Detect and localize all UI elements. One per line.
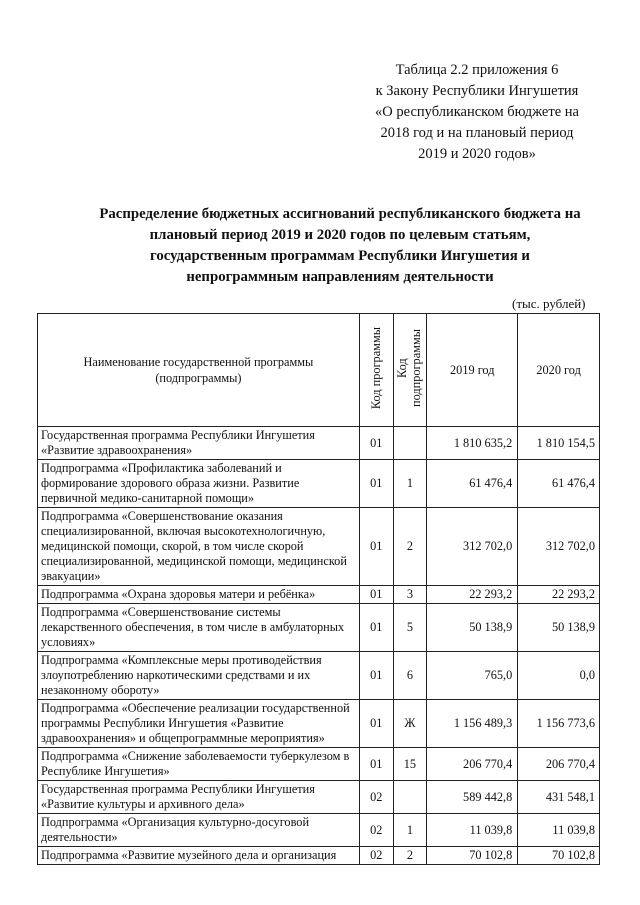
row-value-2020: 206 770,4 — [518, 748, 600, 781]
row-value-2020: 1 156 773,6 — [518, 700, 600, 748]
row-program-code: 01 — [359, 427, 393, 460]
table-row — [38, 847, 600, 865]
table-row — [38, 652, 600, 700]
row-name: Подпрограмма «Обеспечение реализации государственной программы Республики Ингушетия «Развитие здравоохранения» и общепрограммные мероприятия» — [38, 700, 360, 748]
row-program-code: 01 — [359, 508, 393, 586]
row-value-2020: 431 548,1 — [518, 781, 600, 814]
title-line: плановый период 2019 и 2020 годов по целевым статьям, — [149, 227, 531, 243]
row-subprogram-code: Ж — [393, 700, 427, 748]
row-value-2019: 312 702,0 — [427, 508, 518, 586]
header-subprogram-code — [393, 314, 427, 427]
row-subprogram-code: 5 — [393, 604, 427, 652]
row-value-2019: 589 442,8 — [427, 781, 518, 814]
row-value-2019: 50 138,9 — [427, 604, 518, 652]
row-name: Подпрограмма «Совершенствование системы лекарственного обеспечения, в том числе в амбулаторных условиях» — [38, 604, 360, 652]
budget-table — [37, 313, 600, 865]
row-value-2020: 11 039,8 — [518, 814, 600, 847]
row-subprogram-code — [393, 781, 427, 814]
row-name: Государственная программа Республики Ингушетия «Развитие культуры и архивного дела» — [38, 781, 360, 814]
row-program-code: 01 — [359, 460, 393, 508]
appendix-line: к Закону Республики Ингушетия — [375, 83, 579, 99]
row-program-code: 01 — [359, 586, 393, 604]
row-subprogram-code: 15 — [393, 748, 427, 781]
table-row — [38, 814, 600, 847]
table-row — [38, 508, 600, 586]
title-line: Распределение бюджетных ассигнований республиканского бюджета на — [99, 206, 581, 222]
row-value-2019: 61 476,4 — [427, 460, 518, 508]
row-name: Подпрограмма «Охрана здоровья матери и ребёнка» — [38, 586, 360, 604]
row-program-code: 02 — [359, 781, 393, 814]
row-value-2019: 22 293,2 — [427, 586, 518, 604]
row-value-2020: 22 293,2 — [518, 586, 600, 604]
row-program-code: 02 — [359, 814, 393, 847]
row-subprogram-code: 2 — [393, 847, 427, 865]
row-name: Подпрограмма «Комплексные меры противодействия злоупотреблению наркотическими средствами и их незаконному обороту» — [38, 652, 360, 700]
row-name: Подпрограмма «Совершенствование оказания специализированной, включая высокотехнологичную, медицинской помощи, скорой, в том числе скорой специализированной, медицинской помощи, медицинской эвакуации» — [38, 508, 360, 586]
row-value-2019: 765,0 — [427, 652, 518, 700]
row-value-2019: 1 810 635,2 — [427, 427, 518, 460]
header-year-2019: 2019 год — [427, 314, 518, 427]
appendix-reference — [348, 60, 606, 165]
table-row — [38, 460, 600, 508]
row-value-2020: 50 138,9 — [518, 604, 600, 652]
row-program-code: 01 — [359, 700, 393, 748]
row-program-code: 01 — [359, 748, 393, 781]
header-year-2020: 2020 год — [518, 314, 600, 427]
appendix-line: Таблица 2.2 приложения 6 — [395, 62, 559, 78]
row-value-2019: 206 770,4 — [427, 748, 518, 781]
row-subprogram-code — [393, 427, 427, 460]
row-program-code: 01 — [359, 652, 393, 700]
row-subprogram-code: 1 — [393, 460, 427, 508]
row-subprogram-code: 1 — [393, 814, 427, 847]
row-program-code: 02 — [359, 847, 393, 865]
appendix-line: 2018 год и на плановый период — [380, 125, 574, 141]
appendix-line: «О республиканском бюджете на — [375, 104, 579, 120]
row-value-2020: 312 702,0 — [518, 508, 600, 586]
table-row — [38, 586, 600, 604]
units-label: (тыс. рублей) — [512, 296, 586, 311]
row-name: Подпрограмма «Организация культурно-досуговой деятельности» — [38, 814, 360, 847]
table-row — [38, 700, 600, 748]
row-value-2020: 0,0 — [518, 652, 600, 700]
table-row — [38, 604, 600, 652]
row-value-2019: 1 156 489,3 — [427, 700, 518, 748]
title-line: непрограммным направлениям деятельности — [186, 269, 494, 285]
row-subprogram-code: 6 — [393, 652, 427, 700]
document-title — [60, 204, 620, 288]
row-program-code: 01 — [359, 604, 393, 652]
row-name: Подпрограмма «Снижение заболеваемости туберкулезом в Республике Ингушетия» — [38, 748, 360, 781]
row-name: Подпрограмма «Профилактика заболеваний и формирование здорового образа жизни. Развитие первичной медико-санитарной помощи» — [38, 460, 360, 508]
row-value-2019: 11 039,8 — [427, 814, 518, 847]
appendix-line: 2019 и 2020 годов» — [418, 146, 536, 162]
header-subprogram-code-label: Код подпрограммы — [394, 329, 423, 407]
row-value-2020: 1 810 154,5 — [518, 427, 600, 460]
table-row — [38, 781, 600, 814]
row-subprogram-code: 2 — [393, 508, 427, 586]
row-value-2019: 70 102,8 — [427, 847, 518, 865]
header-program-code-label: Код программы — [369, 326, 384, 410]
row-value-2020: 70 102,8 — [518, 847, 600, 865]
row-name: Государственная программа Республики Ингушетия «Развитие здравоохранения» — [38, 427, 360, 460]
table-header-row — [38, 314, 600, 427]
header-name: Наименование государственной программы (подпрограммы) — [38, 314, 360, 427]
table-row — [38, 748, 600, 781]
title-line: государственным программам Республики Ингушетия и — [150, 248, 530, 264]
row-subprogram-code: 3 — [393, 586, 427, 604]
row-name: Подпрограмма «Развитие музейного дела и организация — [38, 847, 360, 865]
header-program-code — [359, 314, 393, 427]
row-value-2020: 61 476,4 — [518, 460, 600, 508]
table-row — [38, 427, 600, 460]
